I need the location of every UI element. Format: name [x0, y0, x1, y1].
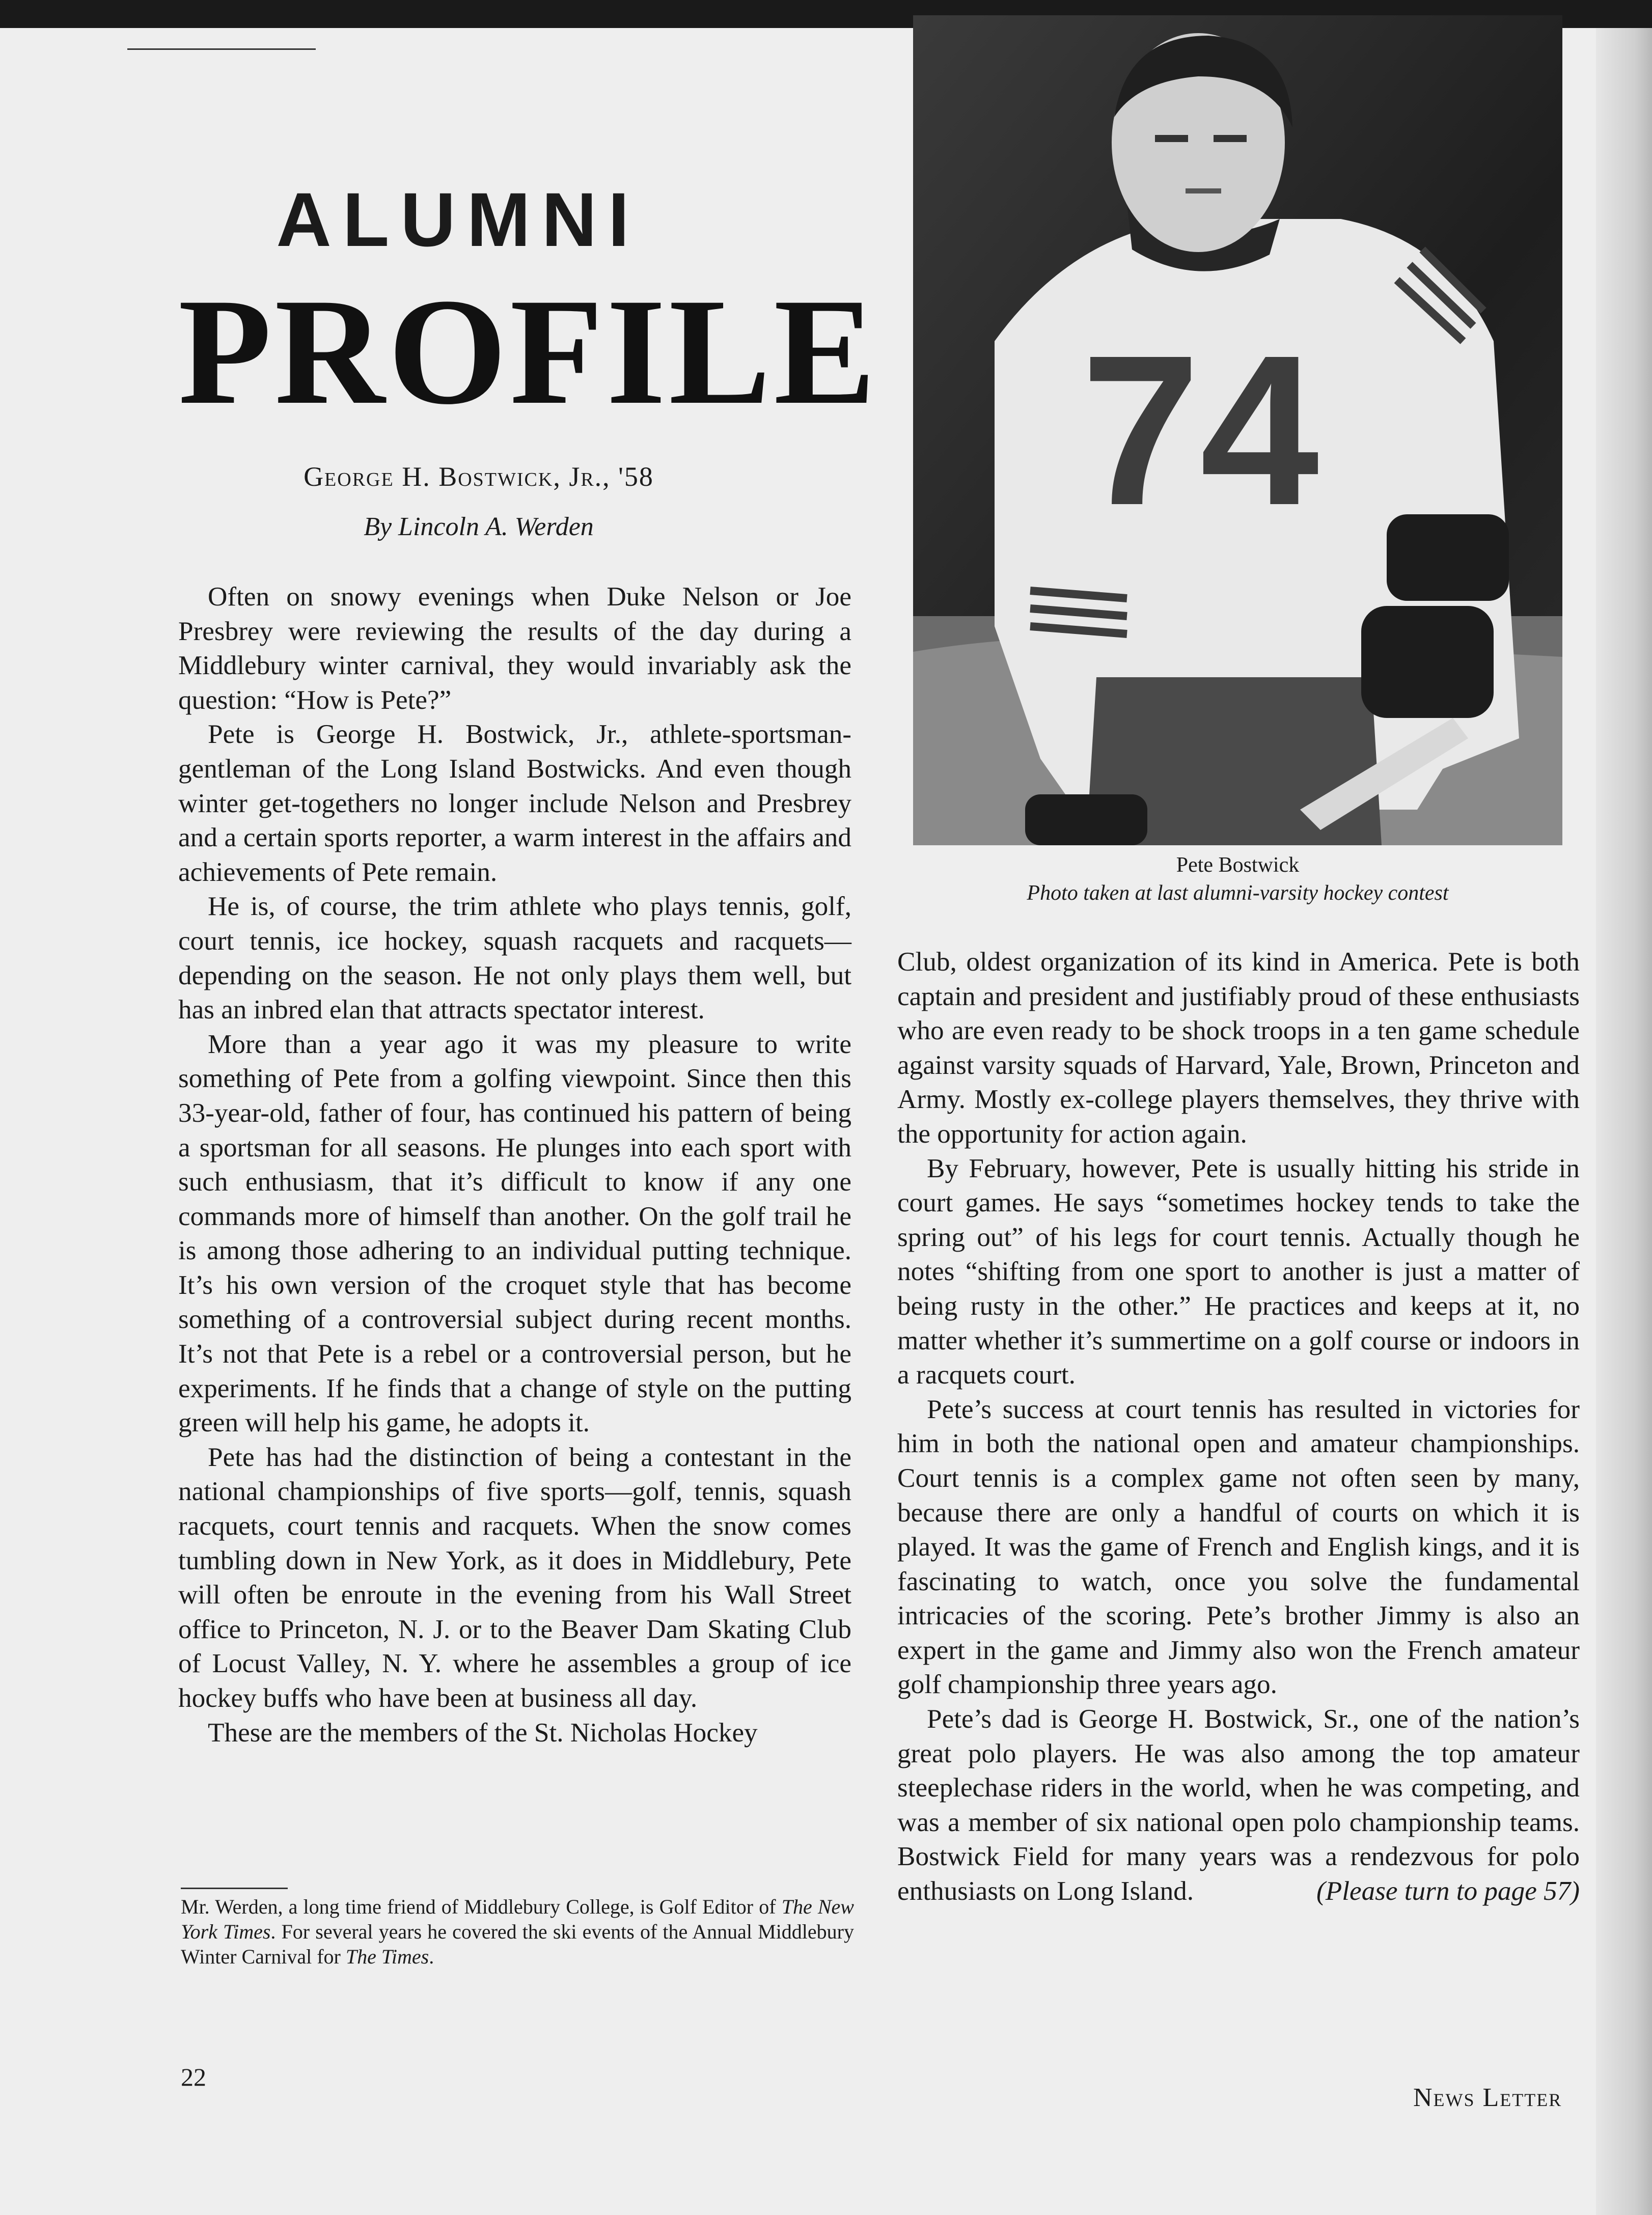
continuation-note: (Please turn to page 57) [1316, 1876, 1580, 1906]
title-alumni: ALUMNI [276, 177, 641, 262]
page-gutter [1596, 28, 1652, 2215]
footnote-text: . [429, 1945, 434, 1968]
footnote-publication-short: The Times [345, 1945, 429, 1968]
magazine-page [0, 28, 1652, 2215]
paragraph: By February, however, Pete is usually hitting his stride in court games. He says “sometimes hockey tends to take the spring out” of his legs for court tennis. Actually though he notes “shifting from one sport to another is just a matter of being rusty in the other.” He practices and keeps at it, no matter whether it’s summertime on a golf course or indoors in a racquets court. [897, 1153, 1580, 1390]
paragraph: Club, oldest organization of its kind in America. Pete is both captain and president and justifiably proud of these enthusiasts who are even ready to be shock troops in a ten game schedule against varsity squads of Harvard, Yale, Brown, Princeton and Army. Mostly ex-college players themselves, they thrive with the opportunity for action again. [897, 947, 1580, 1149]
author-footnote [181, 1894, 854, 1969]
paragraph: Often on snowy evenings when Duke Nelson or Joe Presbrey were reviewing the results of the day during a Middlebury winter carnival, they would invariably ask the question: “How is Pete?” [178, 582, 851, 715]
photo-caption-name: Pete Bostwick [1176, 853, 1300, 877]
footnote-publication: The New York Times [181, 1895, 854, 1943]
paragraph: Pete is George H. Bostwick, Jr., athlete-sportsman-gentleman of the Long Island Bostwicks. And even though winter get-togethers no longer include Nelson and Presbrey and a certain sports reporter, a warm interest in the affairs and achievements of Pete remain. [178, 719, 851, 887]
paragraph: He is, of course, the trim athlete who plays tennis, golf, court tennis, ice hockey, squash racquets and racquets—depending on the season. He not only plays them well, but has an inbred elan that attracts spectator interest. [178, 891, 851, 1025]
footnote-text: Mr. Werden, a long time friend of Middlebury College, is Golf Editor of [181, 1895, 782, 1918]
paragraph: These are the members of the St. Nicholas Hockey [208, 1717, 758, 1748]
title-profile: PROFILE [178, 267, 879, 436]
footnote-rule [181, 1888, 288, 1889]
paragraph: Pete has had the distinction of being a contestant in the national championships of five sports—golf, tennis, squash racquets, court tennis and racquets. When the snow comes tumbling down in New York, as it does in Middlebury, Pete will often be enroute in the evening from his Wall Street office to Princeton, N. J. or to the Beaver Dam Skating Club of Locust Valley, N. Y. where he assembles a group of ice hockey buffs who have been at business all day. [178, 1442, 851, 1713]
photo-caption-detail: Photo taken at last alumni-varsity hockey contest [1027, 881, 1449, 905]
masthead: News Letter [1413, 2083, 1562, 2112]
paragraph [897, 1702, 1580, 1908]
page-number: 22 [181, 2063, 206, 2091]
hockey-player-photo [913, 15, 1562, 845]
top-rule [127, 48, 316, 50]
paragraph: More than a year ago it was my pleasure to write something of Pete from a golfing viewpoint. Since then this 33-year-old, father of four, has continued his pattern of being a sportsman for all seasons. He plunges into each sport with such enthusiasm, that it’s difficult to know if any one commands more of himself than another. On the golf trail he is among those adhering to an individual putting technique. It’s his own version of the croquet style that has become something of a controversial subject during recent months. It’s not that Pete is a rebel or a controversial person, but he experiments. If he finds that a change of style on the putting green will help his game, he adopts it. [178, 1029, 851, 1438]
jersey-number: 74 [1081, 311, 1319, 550]
profile-subject: George H. Bostwick, Jr., '58 [304, 461, 654, 492]
paragraph-text: Pete’s dad is George H. Bostwick, Sr., one of the nation’s great polo players. He was also among the top amateur steeplechase riders in the world, when he was competing, and was a member of six national open polo championship teams. Bostwick Field for many years was a rendezvous for polo enthusiasts on Long Island. [897, 1704, 1580, 1906]
article-right-column [897, 945, 1580, 1908]
byline: By Lincoln A. Werden [364, 512, 594, 541]
article-left-column [178, 579, 851, 1750]
paragraph: Pete’s success at court tennis has resulted in victories for him in both the national open and amateur championships. Court tennis is a complex game not often seen by many, because there are only a handful of courts on which it is played. It was the game of French and English kings, and it is fascinating to watch, once you solve the fundamental intricacies of the scoring. Pete’s brother Jimmy is also an expert in the game and Jimmy also won the French amateur golf championship three years ago. [897, 1394, 1580, 1700]
footnote-text: . For several years he covered the ski events of the Annual Middlebury Winter Carnival for [181, 1920, 854, 1968]
